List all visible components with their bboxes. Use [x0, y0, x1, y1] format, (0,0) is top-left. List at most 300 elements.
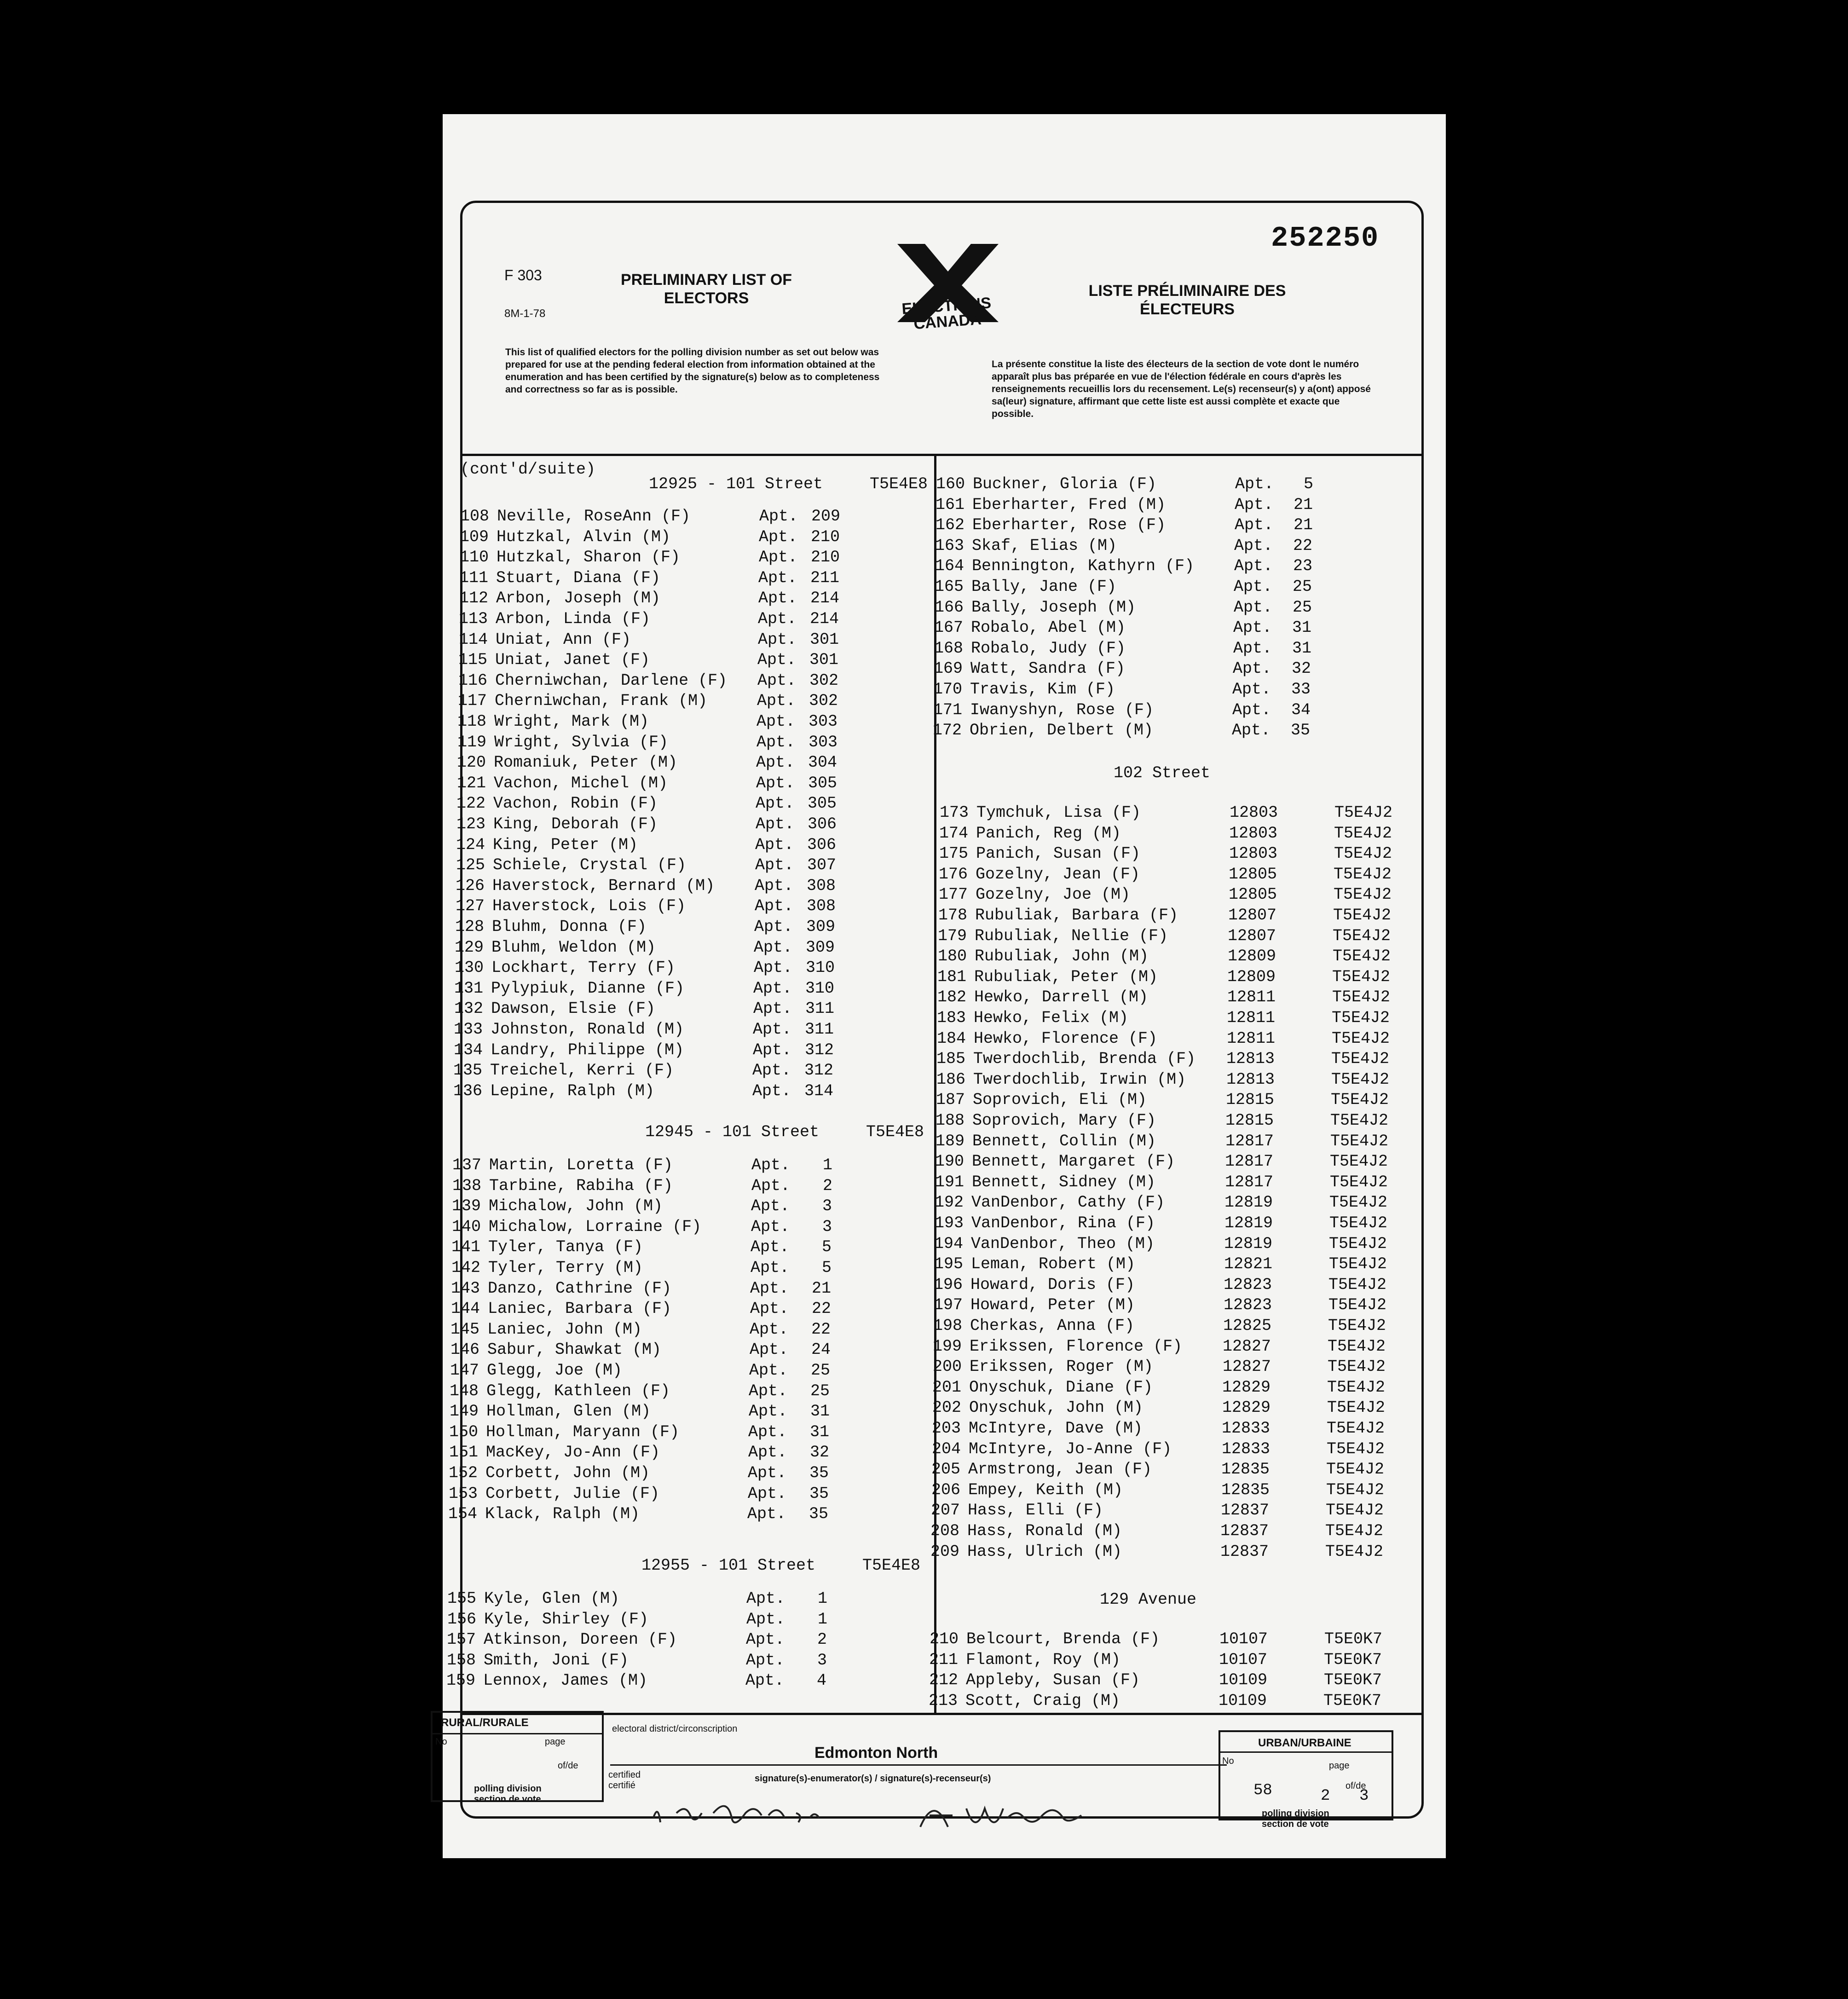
- apt-label: Apt.: [751, 1176, 791, 1195]
- rural-of-label: of/de: [558, 1761, 578, 1771]
- apt-label: Apt.: [754, 918, 793, 936]
- elector-name: Kyle, Shirley (F): [484, 1610, 649, 1629]
- elector-row: [450, 1401, 919, 1421]
- postal-code: T5E4J2: [1332, 967, 1391, 986]
- elector-name: Uniat, Janet (F): [495, 651, 650, 670]
- elector-name: Glegg, Joe (M): [487, 1361, 623, 1380]
- elector-number: 180: [938, 947, 967, 966]
- header-divider: [460, 454, 1424, 456]
- elector-name: Appleby, Susan (F): [966, 1671, 1140, 1690]
- elector-number: 171: [933, 700, 963, 719]
- postal-code: T5E0K7: [1324, 1630, 1383, 1648]
- elector-name: Schiele, Crystal (F): [493, 856, 687, 875]
- elector-name: Treichel, Kerri (F): [490, 1061, 674, 1080]
- urban-polling-label: polling division section de vote: [1262, 1808, 1329, 1829]
- elector-row: [451, 1278, 920, 1299]
- apt-label: Apt.: [751, 1259, 790, 1277]
- apt-label: Apt.: [757, 671, 797, 690]
- apt-label: Apt.: [747, 1505, 786, 1524]
- postal-code: T5E4J2: [1334, 865, 1392, 884]
- elector-number: 130: [455, 959, 484, 977]
- elector-name: Haverstock, Bernard (M): [492, 876, 715, 895]
- apt-number: 3: [817, 1651, 827, 1670]
- elector-row: [938, 905, 1417, 925]
- elector-name: Tymchuk, Lisa (F): [976, 803, 1141, 822]
- civic-number: 12809: [1227, 967, 1276, 986]
- elector-name: Cherniwchan, Frank (M): [495, 692, 708, 711]
- elector-row: [934, 659, 1412, 679]
- apt-label: Apt.: [1232, 721, 1271, 740]
- apt-number: 311: [805, 1000, 834, 1018]
- elector-name: Panich, Susan (F): [976, 844, 1141, 863]
- apt-label: Apt.: [1234, 578, 1273, 596]
- urban-row-line: [1219, 1751, 1393, 1753]
- elector-number: 141: [451, 1238, 481, 1257]
- elector-row: [936, 515, 1414, 535]
- street-heading: 12955 - 101 Street: [641, 1556, 816, 1575]
- elector-number: 121: [457, 774, 486, 792]
- elector-row: [460, 527, 929, 547]
- postal-code: T5E4J2: [1333, 906, 1392, 924]
- postal-code: T5E0K7: [1323, 1691, 1382, 1710]
- elector-row: [935, 556, 1414, 576]
- elector-number: 182: [937, 988, 967, 1007]
- elector-number: 164: [935, 557, 964, 576]
- rural-row-line: [431, 1733, 604, 1734]
- elector-number: 165: [935, 578, 964, 596]
- elector-row: [932, 1439, 1410, 1459]
- elector-row: [934, 1275, 1412, 1295]
- elector-number: 197: [934, 1296, 963, 1315]
- elector-number: 155: [447, 1589, 477, 1608]
- apt-number: 4: [816, 1671, 826, 1690]
- elector-name: Haverstock, Lois (F): [492, 897, 686, 916]
- civic-number: 12837: [1220, 1522, 1269, 1540]
- apt-number: 31: [1292, 639, 1311, 658]
- elector-row: [454, 1040, 923, 1060]
- elector-number: 186: [936, 1070, 966, 1089]
- elector-row: [939, 864, 1417, 884]
- postal-code: T5E4J2: [1329, 1255, 1387, 1274]
- apt-number: 209: [811, 507, 840, 526]
- postal-code: T5E4J2: [1328, 1358, 1386, 1376]
- elector-number: 172: [933, 721, 962, 740]
- postal-code: T5E4J2: [1333, 926, 1391, 945]
- elector-number: 120: [457, 753, 486, 772]
- elector-name: Wright, Mark (M): [494, 712, 649, 731]
- elector-number: 178: [938, 906, 968, 924]
- urban-label: URBAN/URBAINE: [1258, 1737, 1351, 1749]
- civic-number: 12819: [1224, 1193, 1273, 1212]
- apt-label: Apt.: [750, 1300, 789, 1318]
- elector-number: 181: [937, 967, 967, 986]
- elector-number: 201: [932, 1378, 962, 1397]
- civic-number: 12815: [1225, 1111, 1274, 1130]
- apt-number: 2: [822, 1176, 832, 1195]
- elector-name: Landry, Philippe (M): [491, 1040, 684, 1059]
- page-number: 2: [1321, 1787, 1330, 1805]
- apt-number: 32: [809, 1443, 829, 1462]
- postal-code: T5E4J2: [1327, 1419, 1385, 1438]
- elector-row: [454, 978, 924, 999]
- apt-label: Apt.: [755, 876, 794, 895]
- postal-code: T5E4J2: [1327, 1439, 1385, 1458]
- apt-label: Apt.: [755, 835, 794, 854]
- elector-number: 131: [454, 979, 484, 998]
- apt-number: 305: [808, 774, 837, 792]
- elector-row: [450, 1319, 920, 1340]
- elector-name: Laniec, John (M): [487, 1320, 642, 1339]
- apt-number: 303: [808, 712, 837, 731]
- apt-number: 309: [806, 918, 835, 936]
- apt-label: Apt.: [1234, 598, 1273, 617]
- elector-name: Laniec, Barbara (F): [488, 1300, 672, 1318]
- elector-number: 115: [458, 651, 488, 670]
- elector-name: Tyler, Tanya (F): [488, 1238, 643, 1257]
- elector-name: Bennett, Collin (M): [972, 1132, 1156, 1150]
- elector-row: [448, 1504, 918, 1524]
- elector-row: [934, 618, 1413, 638]
- apt-number: 214: [810, 589, 839, 608]
- civic-number: 12817: [1225, 1132, 1274, 1150]
- elector-row: [455, 917, 924, 937]
- elector-name: Tarbine, Rabiha (F): [489, 1176, 673, 1195]
- page-total: 3: [1359, 1787, 1369, 1805]
- postal-code: T5E4J2: [1326, 1480, 1385, 1499]
- elector-name: Bennett, Sidney (M): [972, 1173, 1156, 1191]
- postal-code: T5E4J2: [1329, 1214, 1388, 1232]
- elector-name: Panich, Reg (M): [976, 824, 1121, 843]
- civic-number: 12803: [1229, 824, 1278, 843]
- apt-number: 301: [809, 651, 838, 670]
- civic-number: 12823: [1224, 1275, 1272, 1294]
- apt-label: Apt.: [751, 1197, 790, 1216]
- elector-row: [455, 937, 924, 958]
- elector-number: 177: [939, 885, 968, 904]
- apt-number: 24: [811, 1340, 831, 1359]
- civic-number: 12811: [1227, 1029, 1276, 1048]
- elector-name: Klack, Ralph (M): [485, 1505, 640, 1524]
- elector-number: 179: [938, 926, 967, 945]
- elector-name: Uniat, Ann (F): [496, 630, 631, 649]
- civic-number: 12827: [1223, 1337, 1271, 1356]
- postal-code: T5E4J2: [1328, 1275, 1387, 1294]
- elector-name: Cherkas, Anna (F): [970, 1317, 1135, 1335]
- postal-code: T5E4E8: [866, 1123, 924, 1141]
- elector-name: Rubuliak, Nellie (F): [975, 926, 1168, 945]
- elector-number: 117: [458, 692, 487, 711]
- apt-label: Apt.: [755, 897, 794, 916]
- apt-number: 314: [804, 1081, 833, 1100]
- elector-number: 209: [930, 1542, 960, 1561]
- elector-name: Bennett, Margaret (F): [972, 1152, 1175, 1171]
- postal-code: T5E4J2: [1327, 1398, 1386, 1417]
- civic-number: 10107: [1219, 1650, 1268, 1669]
- elector-number: 142: [451, 1259, 481, 1277]
- postal-code: T5E4J2: [1331, 1091, 1389, 1109]
- elector-name: McIntyre, Dave (M): [969, 1419, 1143, 1438]
- postal-code: T5E4J2: [1330, 1152, 1388, 1171]
- elector-row: [939, 844, 1418, 864]
- elector-name: VanDenbor, Cathy (F): [971, 1193, 1165, 1212]
- elector-name: Hewko, Felix (M): [974, 1009, 1129, 1027]
- elector-name: Howard, Doris (F): [970, 1275, 1135, 1294]
- elector-row: [935, 577, 1413, 597]
- elector-name: Michalow, Lorraine (F): [489, 1217, 702, 1236]
- certified-label: certified certifié: [608, 1770, 641, 1791]
- civic-number: 12809: [1228, 947, 1276, 966]
- elector-number: 189: [936, 1132, 965, 1150]
- apt-label: Apt.: [748, 1422, 787, 1441]
- street-heading: 12945 - 101 Street: [645, 1123, 820, 1141]
- apt-label: Apt.: [753, 1020, 792, 1039]
- elector-name: Danzo, Cathrine (F): [488, 1279, 672, 1298]
- apt-label: Apt.: [759, 527, 798, 546]
- elector-name: King, Peter (M): [493, 835, 638, 854]
- elector-name: McIntyre, Jo-Anne (F): [969, 1439, 1172, 1458]
- elector-name: Twerdochlib, Brenda (F): [973, 1050, 1196, 1069]
- elector-row: [456, 896, 925, 916]
- elector-row: [447, 1609, 917, 1629]
- district-label: electoral district/circonscription: [612, 1724, 738, 1734]
- elector-name: Lepine, Ralph (M): [490, 1081, 655, 1100]
- elector-name: Bennington, Kathyrn (F): [972, 557, 1195, 576]
- elector-row: [451, 1258, 921, 1278]
- elector-row: [457, 773, 926, 793]
- elector-row: [936, 1131, 1414, 1151]
- elector-number: 192: [935, 1193, 964, 1212]
- civic-number: 12819: [1224, 1234, 1273, 1253]
- elector-row: [940, 803, 1418, 823]
- elector-row: [452, 1155, 922, 1175]
- apt-number: 1: [822, 1156, 832, 1174]
- elector-name: Obrien, Delbert (M): [970, 721, 1154, 740]
- apt-number: 5: [1303, 475, 1313, 493]
- elector-name: Tyler, Terry (M): [488, 1259, 643, 1277]
- apt-number: 5: [821, 1259, 832, 1277]
- civic-number: 12837: [1221, 1501, 1270, 1520]
- elector-name: Hewko, Darrell (M): [974, 988, 1149, 1007]
- elector-row: [449, 1463, 918, 1483]
- apt-number: 311: [804, 1020, 834, 1039]
- elector-number: 132: [454, 1000, 484, 1018]
- apt-number: 32: [1291, 659, 1311, 678]
- street-heading-129: 129 Avenue: [1100, 1590, 1197, 1609]
- elector-number: 204: [932, 1439, 961, 1458]
- elector-number: 202: [932, 1398, 962, 1417]
- elector-row: [460, 506, 930, 526]
- civic-number: 12817: [1225, 1173, 1274, 1191]
- elector-name: Eberharter, Fred (M): [972, 495, 1166, 514]
- elector-name: Kyle, Glen (M): [484, 1589, 620, 1608]
- apt-number: 210: [810, 527, 840, 546]
- apt-number: 25: [810, 1361, 830, 1380]
- postal-code: T5E4J2: [1334, 824, 1392, 843]
- apt-label: Apt.: [753, 1040, 792, 1059]
- apt-label: Apt.: [756, 774, 795, 792]
- elector-name: Travis, Kim (F): [970, 680, 1115, 699]
- postal-code: T5E0K7: [1324, 1671, 1382, 1690]
- apt-number: 309: [805, 938, 835, 957]
- elector-number: 200: [933, 1358, 962, 1376]
- apt-label: Apt.: [1233, 618, 1272, 637]
- elector-row: [936, 1049, 1415, 1069]
- elector-name: Johnston, Ronald (M): [491, 1020, 684, 1039]
- elector-number: 149: [450, 1402, 479, 1421]
- elector-row: [936, 1069, 1415, 1090]
- apt-label: Apt.: [748, 1443, 787, 1462]
- postal-code: T5E4J2: [1329, 1193, 1388, 1212]
- elector-number: 157: [447, 1630, 476, 1649]
- apt-number: 31: [809, 1422, 829, 1441]
- elector-row: [935, 1192, 1413, 1213]
- elector-row: [930, 1542, 1409, 1562]
- elector-name: Hass, Elli (F): [968, 1501, 1103, 1520]
- contd-label: (cont'd/suite): [460, 460, 596, 479]
- apt-number: 2: [817, 1630, 827, 1649]
- civic-number: 12807: [1228, 926, 1276, 945]
- elector-row: [453, 1081, 923, 1101]
- elector-number: 168: [934, 639, 964, 658]
- postal-code: T5E4J2: [1334, 844, 1392, 863]
- elector-name: Hass, Ulrich (M): [967, 1542, 1122, 1561]
- elector-number: 170: [933, 680, 963, 699]
- elector-number: 174: [939, 824, 969, 843]
- postal-code: T5E4J2: [1327, 1378, 1386, 1397]
- elector-row: [456, 814, 926, 834]
- civic-number: 10109: [1219, 1691, 1267, 1710]
- apt-label: Apt.: [1232, 700, 1271, 719]
- postal-code: T5E4J2: [1330, 1111, 1389, 1130]
- apt-number: 31: [810, 1402, 830, 1421]
- postal-code: T5E4J2: [1330, 1173, 1388, 1191]
- civic-number: 12837: [1220, 1542, 1269, 1561]
- elector-name: Twerdochlib, Irwin (M): [973, 1070, 1186, 1089]
- elector-name: Hutzkal, Sharon (F): [497, 548, 681, 567]
- elector-number: 212: [929, 1671, 959, 1690]
- apt-number: 308: [806, 876, 836, 895]
- elector-row: [456, 793, 926, 814]
- civic-number: 12819: [1224, 1214, 1273, 1232]
- elector-row: [935, 1213, 1413, 1233]
- elector-number: 176: [939, 865, 968, 884]
- elector-name: Iwanyshyn, Rose (F): [970, 700, 1154, 719]
- postal-code: T5E4E8: [870, 475, 928, 493]
- elector-number: 211: [929, 1650, 959, 1669]
- apt-label: Apt.: [757, 712, 796, 731]
- apt-number: 21: [811, 1279, 831, 1298]
- apt-number: 25: [810, 1381, 830, 1400]
- elector-row: [931, 1480, 1410, 1500]
- urban-page-label: page: [1329, 1761, 1350, 1771]
- postal-code: T5E4J2: [1331, 1070, 1390, 1089]
- elector-name: Hutzkal, Alvin (M): [497, 527, 671, 546]
- apt-label: Apt.: [745, 1671, 785, 1690]
- elector-row: [459, 609, 928, 629]
- apt-number: 35: [808, 1505, 828, 1524]
- elector-number: 108: [460, 507, 490, 526]
- civic-number: 12825: [1223, 1317, 1272, 1335]
- elector-row: [459, 588, 929, 608]
- street-heading: 12925 - 101 Street: [649, 475, 823, 493]
- elector-row: [932, 1398, 1411, 1418]
- urban-no-label: No: [1222, 1756, 1234, 1766]
- elector-number: 159: [446, 1671, 476, 1690]
- elector-number: 160: [936, 475, 965, 493]
- elector-number: 134: [454, 1040, 483, 1059]
- postal-code: T5E4J2: [1326, 1501, 1384, 1520]
- apt-label: Apt.: [1232, 680, 1271, 699]
- elector-name: Soprovich, Eli (M): [973, 1091, 1147, 1109]
- apt-label: Apt.: [746, 1589, 785, 1608]
- elector-name: Vachon, Michel (M): [494, 774, 668, 792]
- apt-number: 25: [1292, 578, 1312, 596]
- elector-number: 147: [450, 1361, 479, 1380]
- elector-name: Erikssen, Roger (M): [970, 1358, 1154, 1376]
- elector-name: Hewko, Florence (F): [974, 1029, 1158, 1048]
- apt-number: 5: [821, 1238, 832, 1257]
- elector-name: Arbon, Linda (F): [496, 610, 651, 628]
- elector-name: Romaniuk, Peter (M): [494, 753, 678, 772]
- postal-code: T5E4J2: [1325, 1522, 1384, 1540]
- apt-label: Apt.: [757, 651, 797, 670]
- elector-number: 167: [934, 618, 964, 637]
- elector-number: 136: [453, 1081, 483, 1100]
- apt-number: 1: [817, 1610, 827, 1629]
- elector-row: [454, 999, 924, 1019]
- apt-number: 214: [809, 610, 839, 628]
- apt-number: 312: [804, 1061, 833, 1080]
- elector-row: [449, 1484, 918, 1504]
- apt-number: 306: [807, 835, 836, 854]
- elector-row: [458, 650, 928, 670]
- elector-number: 152: [449, 1464, 478, 1482]
- civic-number: 12835: [1221, 1480, 1270, 1499]
- civic-number: 12815: [1226, 1091, 1275, 1109]
- apt-number: 303: [808, 733, 837, 751]
- elector-number: 208: [930, 1522, 960, 1540]
- elector-row: [449, 1442, 918, 1462]
- elector-row: [936, 1110, 1414, 1131]
- elector-name: Neville, RoseAnn (F): [497, 507, 691, 526]
- elector-row: [452, 1196, 921, 1216]
- apt-number: 304: [808, 753, 837, 772]
- elector-number: 140: [452, 1217, 481, 1236]
- elector-name: Belcourt, Brenda (F): [966, 1630, 1160, 1648]
- signature-label: signature(s)-enumerator(s) / signature(s)-recenseur(s): [755, 1774, 991, 1784]
- elector-row: [450, 1360, 919, 1381]
- elector-row: [447, 1629, 916, 1650]
- elector-name: Leman, Robert (M): [971, 1255, 1136, 1274]
- elector-name: Stuart, Diana (F): [496, 568, 661, 587]
- elector-name: Empey, Keith (M): [968, 1480, 1123, 1499]
- elector-row: [457, 711, 927, 732]
- postal-code: T5E4J2: [1332, 1029, 1390, 1048]
- elector-row: [937, 1008, 1415, 1028]
- elector-row: [451, 1237, 921, 1257]
- elector-name: Onyschuk, Diane (F): [969, 1378, 1153, 1397]
- apt-label: Apt.: [750, 1279, 789, 1298]
- postal-code: T5E4J2: [1331, 1050, 1390, 1069]
- elector-name: Michalow, John (M): [489, 1197, 663, 1216]
- elector-row: [933, 720, 1411, 740]
- elector-number: 128: [455, 918, 485, 936]
- elector-name: Onyschuk, John (M): [969, 1398, 1143, 1417]
- rural-polling-label: polling division section de vote: [474, 1784, 542, 1804]
- apt-label: Apt.: [751, 1238, 790, 1257]
- elector-row: [931, 1459, 1410, 1479]
- elector-name: King, Deborah (F): [493, 815, 658, 833]
